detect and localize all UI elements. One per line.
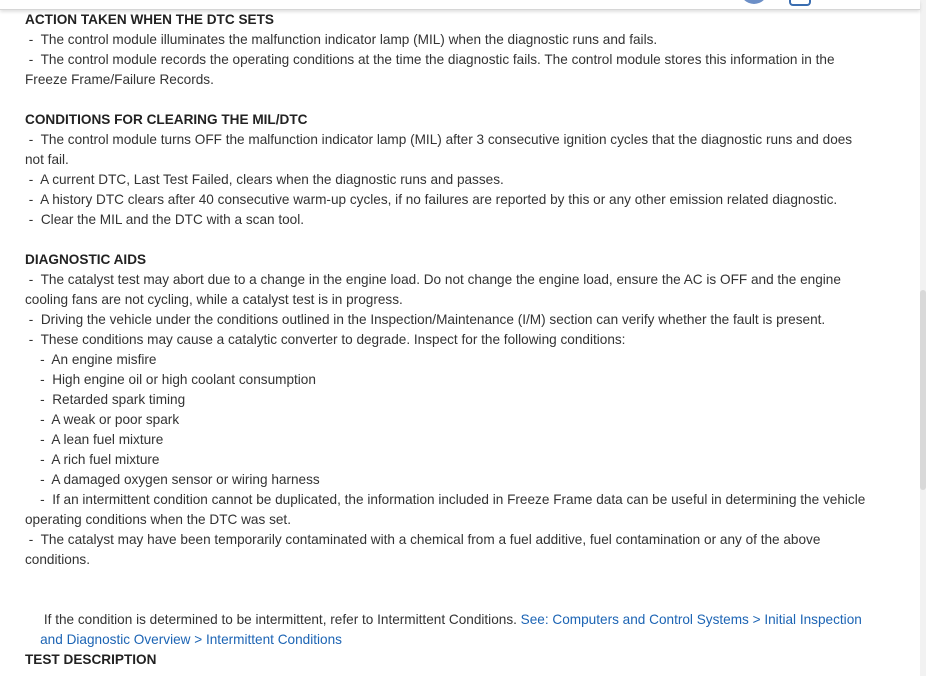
scrollbar-thumb[interactable] [920, 290, 926, 490]
section-heading: DIAGNOSTIC AIDS [25, 252, 147, 267]
body-line: - The control module turns OFF the malfunction indicator lamp (MIL) after 3 consecutive ignition cycles that the diagnostic runs and does [25, 132, 853, 147]
body-line: Freeze Frame/Failure Records. [25, 72, 214, 87]
user-avatar-icon[interactable] [740, 0, 768, 4]
body-line: - The catalyst test may abort due to a change in the engine load. Do not change the engine load, ensure the AC is OFF and the engine [25, 272, 841, 287]
body-line: - A history DTC clears after 40 consecutive warm-up cycles, if no failures are reported by this or any other emission related diagnostic. [25, 192, 838, 207]
body-line: not fail. [25, 152, 69, 167]
list-item: - A rich fuel mixture [25, 452, 160, 467]
list-item: - An engine misfire [25, 352, 157, 367]
list-item: - A lean fuel mixture [25, 432, 164, 447]
body-line: - A current DTC, Last Test Failed, clears when the diagnostic runs and passes. [25, 172, 504, 187]
section-heading: TEST DESCRIPTION [25, 652, 157, 667]
section-heading: CONDITIONS FOR CLEARING THE MIL/DTC [25, 112, 308, 127]
body-line: - The control module records the operating conditions at the time the diagnostic fails. The control module stores this information in the [25, 52, 835, 67]
intermittent-conditions-link-cont[interactable]: and Diagnostic Overview > Intermittent Conditions [40, 632, 342, 647]
body-line: - Clear the MIL and the DTC with a scan tool. [25, 212, 305, 227]
list-item: - Retarded spark timing [25, 392, 186, 407]
body-line: conditions. [25, 552, 90, 567]
body-line: - These conditions may cause a catalytic converter to degrade. Inspect for the following conditions: [25, 332, 626, 347]
document-content [25, 10, 905, 670]
body-line: - Driving the vehicle under the conditions outlined in the Inspection/Maintenance (I/M) section can verify whether the fault is present. [25, 312, 826, 327]
list-item: - High engine oil or high coolant consumption [25, 372, 316, 387]
intermittent-note [25, 590, 905, 627]
body-line: - The catalyst may have been temporarily contaminated with a chemical from a fuel additive, fuel contamination or any of the above [25, 532, 821, 547]
body-line: - If an intermittent condition cannot be duplicated, the information included in Freeze Frame data can be useful in determining the vehicle [25, 492, 866, 507]
intermittent-conditions-link[interactable]: See: Computers and Control Systems > Initial Inspection [520, 612, 862, 627]
intermittent-text: If the condition is determined to be intermittent, refer to Intermittent Conditions. [40, 612, 521, 627]
chat-icon[interactable] [789, 0, 811, 6]
body-line: operating conditions when the DTC was set. [25, 512, 291, 527]
vertical-scrollbar[interactable] [920, 0, 926, 676]
list-item: - A weak or poor spark [25, 412, 180, 427]
list-item: - A damaged oxygen sensor or wiring harness [25, 472, 320, 487]
body-line: cooling fans are not cycling, while a catalyst test is in progress. [25, 292, 403, 307]
body-line: - The control module illuminates the malfunction indicator lamp (MIL) when the diagnostic runs and fails. [25, 32, 658, 47]
section-heading: ACTION TAKEN WHEN THE DTC SETS [25, 12, 274, 27]
top-toolbar [0, 0, 920, 10]
